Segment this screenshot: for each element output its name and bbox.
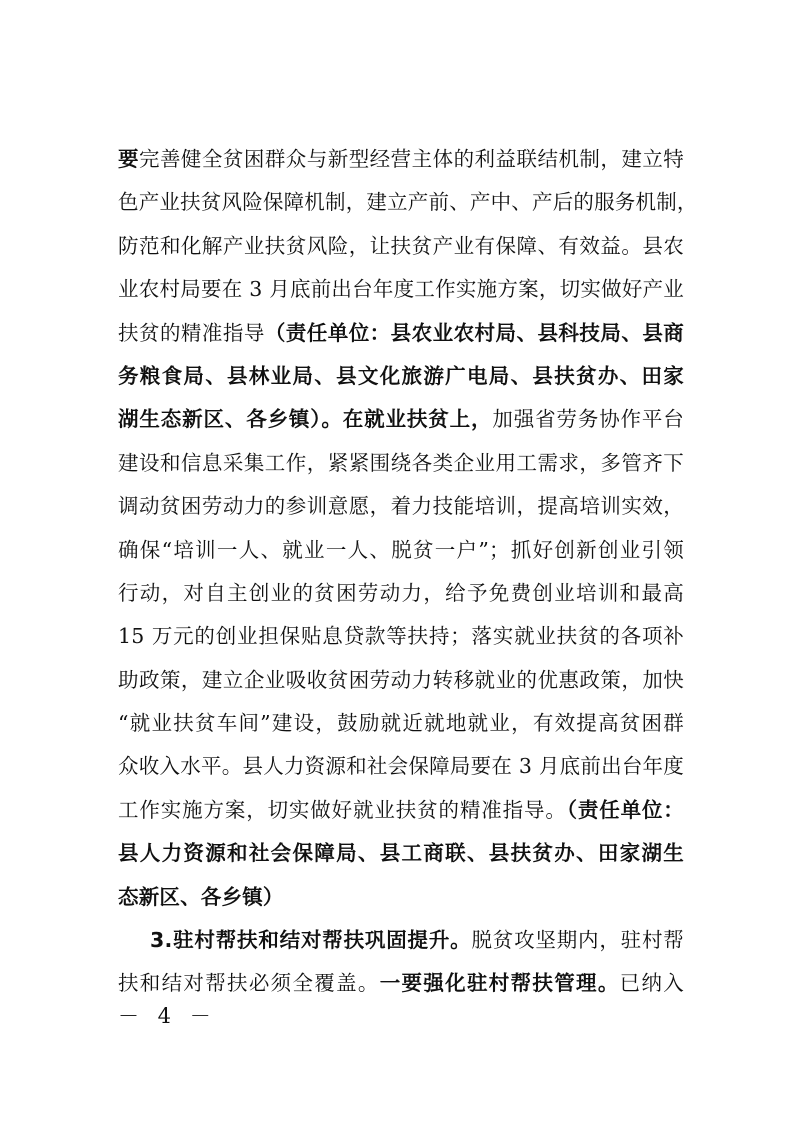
text-line [118,485,684,528]
text-run: 加强省劳务协作平台 [492,407,684,432]
text-line [118,615,684,658]
text-line [118,832,684,875]
bold-text-run: 态新区、各乡镇） [118,884,284,909]
text-run: 建设和信息采集工作，紧紧围绕各类企业用工需求，多管齐下 [118,450,684,475]
text-run: 扶和结对帮扶必须全覆盖。 [118,971,380,996]
bold-text-run: 县人力资源和社会保障局、县工商联、县扶贫办、田家湖生 [118,841,684,866]
text-line [118,876,684,919]
bold-text-run: 3.驻村帮扶和结对帮扶巩固提升。 [150,928,472,953]
text-line [118,442,684,485]
text-run: 色产业扶贫风险保障机制，建立产前、产中、产后的服务机制， [118,190,698,215]
body-text [118,138,698,1006]
text-line [118,529,684,572]
text-line [118,181,698,224]
text-run: 众收入水平。县人力资源和社会保障局要在 3 月底前出台年度 [118,754,684,779]
text-line [118,355,684,398]
text-run: 助政策，建立企业吸收贫困劳动力转移就业的优惠政策，加快 [118,667,684,692]
bold-text-run: 一要强化驻村帮扶管理。 [379,971,620,996]
text-line [118,659,684,702]
text-run: 确保“培训一人、就业一人、脱贫一户”；抓好创新创业引领 [118,537,684,562]
text-run: 行动，对自主创业的贫困劳动力，给予免费创业培训和最高 [118,580,684,605]
text-run: 防范和化解产业扶贫风险，让扶贫产业有保障、有效益。县农 [118,233,684,258]
page-number: － 4 － [118,1004,217,1028]
text-line [118,702,684,745]
text-run: 调动贫困劳动力的参训意愿，着力技能培训，提高培训实效， [118,494,684,519]
text-line [118,919,684,962]
text-line [118,398,684,441]
bold-text-run: 湖生态新区、各乡镇）。在就业扶贫上， [118,407,493,432]
text-line [118,225,684,268]
text-line [118,268,684,311]
text-run: 完善健全贫困群众与新型经营主体的利益联结机制，建立特 [138,147,685,171]
text-line [118,312,684,355]
text-run: 扶贫的精准指导 [118,320,265,345]
text-run: 工作实施方案，切实做好就业扶贫的精准指导。 [118,797,567,822]
text-run: “就业扶贫车间”建设，鼓励就近就地就业，有效提高贫困群 [118,711,684,736]
text-run: 15 万元的创业担保贴息贷款等扶持；落实就业扶贫的各项补 [118,624,684,649]
text-line [118,789,684,832]
text-line [118,138,684,181]
text-line [118,572,684,615]
bold-text-run: 要 [118,147,139,171]
bold-text-run: 务粮食局、县林业局、县文化旅游广电局、县扶贫办、田家 [118,363,684,388]
text-line [118,745,684,788]
bold-text-run: （责任单位： [566,797,685,822]
text-run: 脱贫攻坚期内，驻村帮 [471,928,684,953]
bold-text-run: （责任单位：县农业农村局、县科技局、县商 [264,320,684,345]
text-run: 已纳入 [619,971,684,996]
text-run: 业农村局要在 3 月底前出台年度工作实施方案，切实做好产业 [118,277,684,302]
